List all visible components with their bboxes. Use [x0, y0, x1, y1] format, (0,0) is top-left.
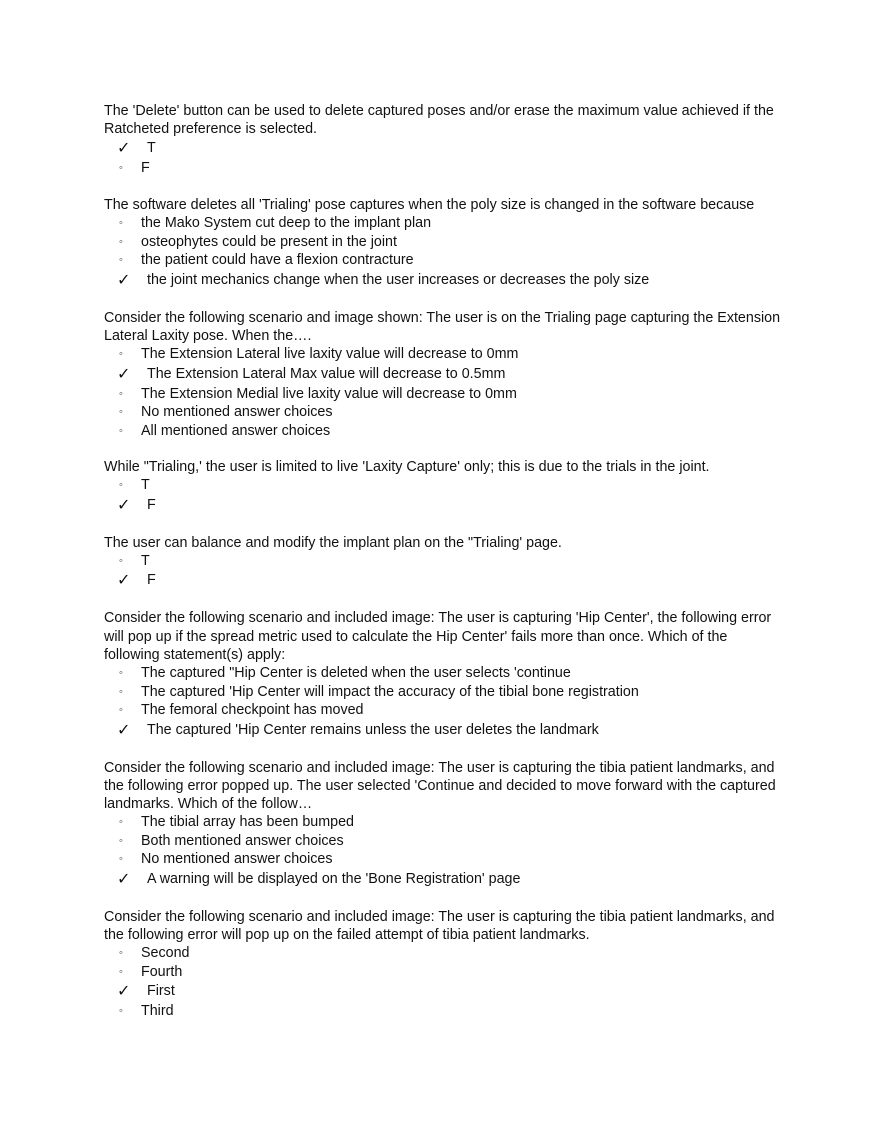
question-block	[104, 458, 784, 516]
checkmark-icon: ✓	[117, 983, 131, 1001]
answer-option-text: Both mentioned answer choices	[141, 832, 344, 849]
bullet-icon: ◦	[119, 816, 123, 829]
bullet-icon: ◦	[119, 965, 123, 978]
answer-options	[104, 944, 784, 1021]
answer-option-text: T	[141, 552, 150, 569]
answer-option	[104, 813, 784, 832]
answer-option-correct	[104, 270, 784, 291]
answer-option	[104, 476, 784, 495]
question-text: Consider the following scenario and included image: The user is capturing the tibia patient landmarks, and the following error popped up. The user selected 'Continue and decided to move forward with the captured landmarks. Which of the follow…	[104, 759, 776, 812]
answer-option-text: A warning will be displayed on the 'Bone Registration' page	[147, 870, 521, 887]
answer-option-text: The Extension Lateral live laxity value will decrease to 0mm	[141, 346, 519, 363]
answer-option-text: No mentioned answer choices	[141, 851, 333, 868]
answer-option-text: The captured 'Hip Center remains unless the user deletes the landmark	[147, 721, 599, 738]
answer-option-correct	[104, 570, 784, 591]
answer-option-text: T	[141, 477, 150, 494]
quiz-document	[104, 102, 784, 1039]
question-text: The user can balance and modify the implant plan on the "Trialing' page.	[104, 534, 562, 551]
answer-option-correct	[104, 364, 784, 385]
answer-option-text: No mentioned answer choices	[141, 404, 333, 421]
answer-options	[104, 138, 784, 178]
bullet-icon: ◦	[119, 479, 123, 492]
bullet-icon: ◦	[119, 162, 123, 175]
answer-option-text: The Extension Medial live laxity value will decrease to 0mm	[141, 385, 517, 402]
question-block	[104, 759, 784, 890]
answer-option	[104, 701, 784, 720]
answer-option	[104, 345, 784, 364]
answer-option	[104, 963, 784, 982]
bullet-icon: ◦	[119, 254, 123, 267]
answer-option-correct	[104, 981, 784, 1002]
answer-option-text: osteophytes could be present in the joint	[141, 233, 397, 250]
bullet-icon: ◦	[119, 348, 123, 361]
question-text: The software deletes all 'Trialing' pose captures when the poly size is changed in the software because	[104, 196, 755, 213]
answer-option	[104, 944, 784, 963]
checkmark-icon: ✓	[117, 870, 131, 888]
bullet-icon: ◦	[119, 704, 123, 717]
answer-option-text: Second	[141, 945, 190, 962]
answer-option-text: The captured "Hip Center is deleted when the user selects 'continue	[141, 665, 571, 682]
bullet-icon: ◦	[119, 554, 123, 567]
answer-options	[104, 664, 784, 741]
answer-option	[104, 251, 784, 270]
answer-option-text: Third	[141, 1003, 174, 1020]
answer-option-text: T	[147, 140, 156, 157]
answer-option	[104, 664, 784, 683]
answer-option-text: the Mako System cut deep to the implant plan	[141, 215, 432, 232]
question-text: The 'Delete' button can be used to delete captured poses and/or erase the maximum value achieved if the Ratcheted preference is selected.	[104, 103, 774, 138]
answer-option	[104, 1002, 784, 1021]
bullet-icon: ◦	[119, 235, 123, 248]
answer-option	[104, 422, 784, 441]
bullet-icon: ◦	[119, 387, 123, 400]
checkmark-icon: ✓	[117, 572, 131, 590]
bullet-icon: ◦	[119, 947, 123, 960]
answer-option-text: the patient could have a flexion contracture	[141, 252, 414, 269]
answer-options	[104, 813, 784, 890]
answer-option-text: First	[147, 983, 175, 1000]
answer-option	[104, 403, 784, 422]
answer-option-text: the joint mechanics change when the user increases or decreases the poly size	[147, 271, 650, 288]
bullet-icon: ◦	[119, 667, 123, 680]
answer-option-text: The captured 'Hip Center will impact the accuracy of the tibial bone registration	[141, 683, 639, 700]
answer-option-text: F	[147, 496, 156, 513]
answer-option-text: F	[147, 572, 156, 589]
question-block	[104, 309, 784, 440]
question-block	[104, 609, 784, 740]
answer-option-text: All mentioned answer choices	[141, 422, 331, 439]
checkmark-icon: ✓	[117, 140, 131, 158]
question-text: Consider the following scenario and included image: The user is capturing 'Hip Center', the following error will pop up if the spread metric used to calculate the Hip Center' fails more than once. Which of the following statement(s) apply:	[104, 610, 772, 663]
answer-option-correct	[104, 495, 784, 516]
answer-option-text: The femoral checkpoint has moved	[141, 702, 364, 719]
bullet-icon: ◦	[119, 853, 123, 866]
answer-options	[104, 476, 784, 516]
answer-options	[104, 214, 784, 291]
answer-options	[104, 345, 784, 440]
bullet-icon: ◦	[119, 834, 123, 847]
answer-option-text: Fourth	[141, 963, 183, 980]
answer-option-text: The tibial array has been bumped	[141, 814, 354, 831]
question-text: While "Trialing,' the user is limited to live 'Laxity Capture' only; this is due to the trials in the joint.	[104, 459, 710, 476]
checkmark-icon: ✓	[117, 365, 131, 383]
question-text: Consider the following scenario and included image: The user is capturing the tibia patient landmarks, and the following error will pop up on the failed attempt of tibia patient landmarks.	[104, 908, 775, 943]
answer-option	[104, 159, 784, 178]
checkmark-icon: ✓	[117, 496, 131, 514]
answer-option-text: The Extension Lateral Max value will decrease to 0.5mm	[147, 365, 506, 382]
answer-option	[104, 832, 784, 851]
question-block	[104, 196, 784, 291]
question-block	[104, 534, 784, 592]
bullet-icon: ◦	[119, 1005, 123, 1018]
answer-option-correct	[104, 720, 784, 741]
question-block	[104, 908, 784, 1021]
bullet-icon: ◦	[119, 424, 123, 437]
answer-option	[104, 552, 784, 571]
answer-option-correct	[104, 138, 784, 159]
checkmark-icon: ✓	[117, 721, 131, 739]
question-block	[104, 102, 784, 178]
answer-options	[104, 552, 784, 592]
answer-option	[104, 850, 784, 869]
answer-option	[104, 385, 784, 404]
bullet-icon: ◦	[119, 406, 123, 419]
checkmark-icon: ✓	[117, 271, 131, 289]
bullet-icon: ◦	[119, 217, 123, 230]
answer-option	[104, 214, 784, 233]
answer-option-correct	[104, 869, 784, 890]
answer-option	[104, 683, 784, 702]
question-text: Consider the following scenario and image shown: The user is on the Trialing page capturing the Extension Lateral Laxity pose. When the….	[104, 309, 781, 344]
bullet-icon: ◦	[119, 685, 123, 698]
answer-option	[104, 233, 784, 252]
answer-option-text: F	[141, 160, 150, 177]
